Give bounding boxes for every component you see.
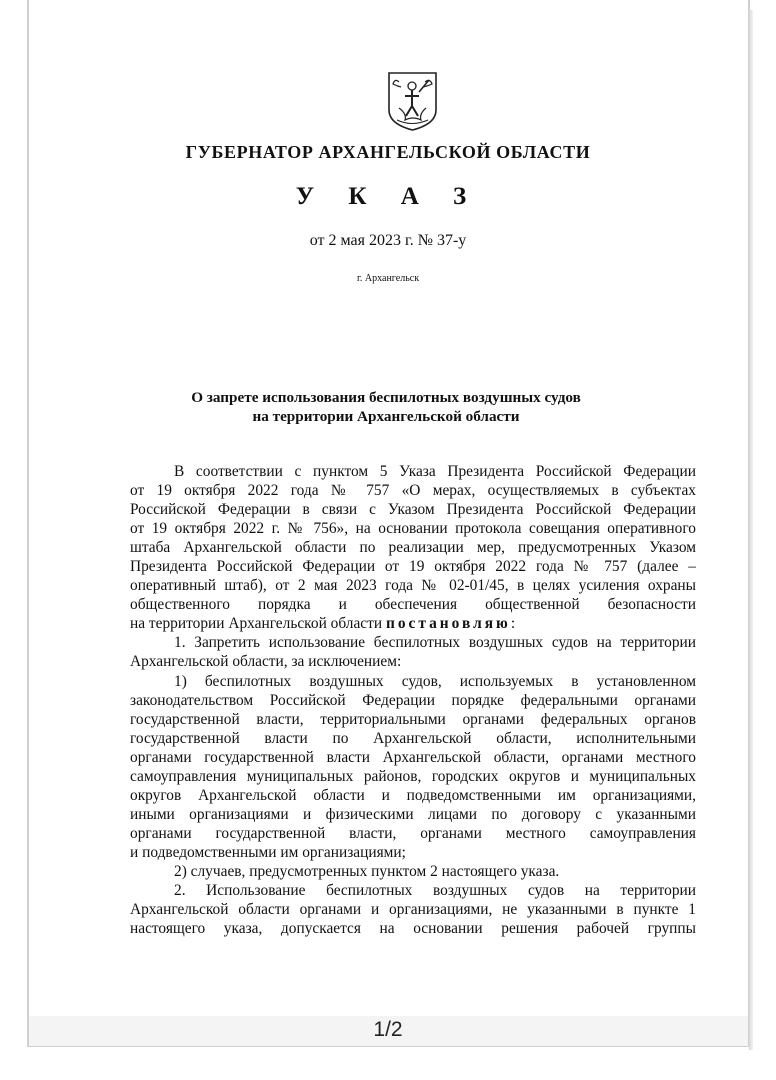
body-line: оперативный штаб), от 2 мая 2023 года № 02-01/45, в целях усиления охраны	[130, 577, 696, 595]
coat-of-arms-emblem	[385, 70, 440, 132]
item-line: государственной власти по Архангельской области, исполнительными	[130, 729, 696, 747]
document-date-number: от 2 мая 2023 г. № 37-у	[309, 232, 467, 249]
page-indicator[interactable]: 1/2	[373, 1018, 403, 1041]
body-line: от 19 октября 2022 года № 757 «О мерах, осуществляемых в субъектах	[130, 482, 696, 500]
issuer-heading: ГУБЕРНАТОР АРХАНГЕЛЬСКОЙ ОБЛАСТИ	[185, 142, 591, 162]
document-city: г. Архангельск	[356, 273, 420, 284]
item-line: самоуправления муниципальных районов, городских округов и муниципальных	[130, 767, 696, 785]
page-shadow	[749, 10, 753, 1050]
item-line: органами государственной власти Архангельской области, органами местного	[130, 748, 696, 766]
body-line: В соответствии с пунктом 5 Указа Президента Российской Федерации	[174, 463, 696, 480]
item-line: 1) беспилотных воздушных судов, используемых в установленном	[174, 672, 696, 690]
subject-line: О запрете использования беспилотных воздушных судов	[191, 389, 581, 406]
decree-line	[130, 614, 696, 633]
decree-word: постановляю	[385, 615, 511, 633]
body-line: штаба Архангельской области по реализации мер, предусмотренных Указом	[130, 539, 696, 557]
item-line: Архангельской области, за исключением:	[130, 653, 402, 671]
body-line: Российской Федерации в связи с Указом Президента Российской Федерации	[130, 501, 696, 519]
item-line: Архангельской области органами и организациями, не указанными в пункте 1	[130, 901, 696, 919]
document-subject	[0, 388, 776, 426]
item-line: 2) случаев, предусмотренных пунктом 2 настоящего указа.	[174, 862, 560, 880]
item-line: государственной власти, территориальными органами федеральных органов	[130, 710, 696, 728]
body-line: от 19 октября 2022 г. № 756», на основании протокола совещания оперативного	[130, 520, 696, 538]
item-line: 2. Использование беспилотных воздушных судов на территории	[174, 882, 696, 900]
document-type-title: У К А З	[295, 183, 481, 210]
item-line: настоящего указа, допускается на основании решения рабочей группы	[130, 920, 696, 938]
body-line: общественного порядка и обеспечения общественной безопасности	[130, 596, 696, 614]
item-line: законодательством Российской Федерации порядке федеральными органами	[130, 691, 696, 709]
item-line: иными организациями и физическими лицами по договору с указанными	[130, 805, 696, 823]
body-line: Президента Российской Федерации от 19 октября 2022 года № 757 (далее –	[130, 558, 696, 576]
item-line: органами государственной власти, органами местного самоуправления	[130, 824, 696, 842]
decree-prefix: на территории Архангельской области	[130, 615, 383, 633]
item-line: округов Архангельской области и подведомственными им организациями,	[130, 786, 696, 804]
decree-suffix: :	[510, 615, 516, 633]
subject-line: на территории Архангельской области	[252, 408, 520, 425]
document-body	[130, 462, 696, 938]
item-line: 1. Запретить использование беспилотных воздушных судов на территории	[174, 634, 696, 652]
item-line: и подведомственными им организациями;	[130, 843, 406, 861]
